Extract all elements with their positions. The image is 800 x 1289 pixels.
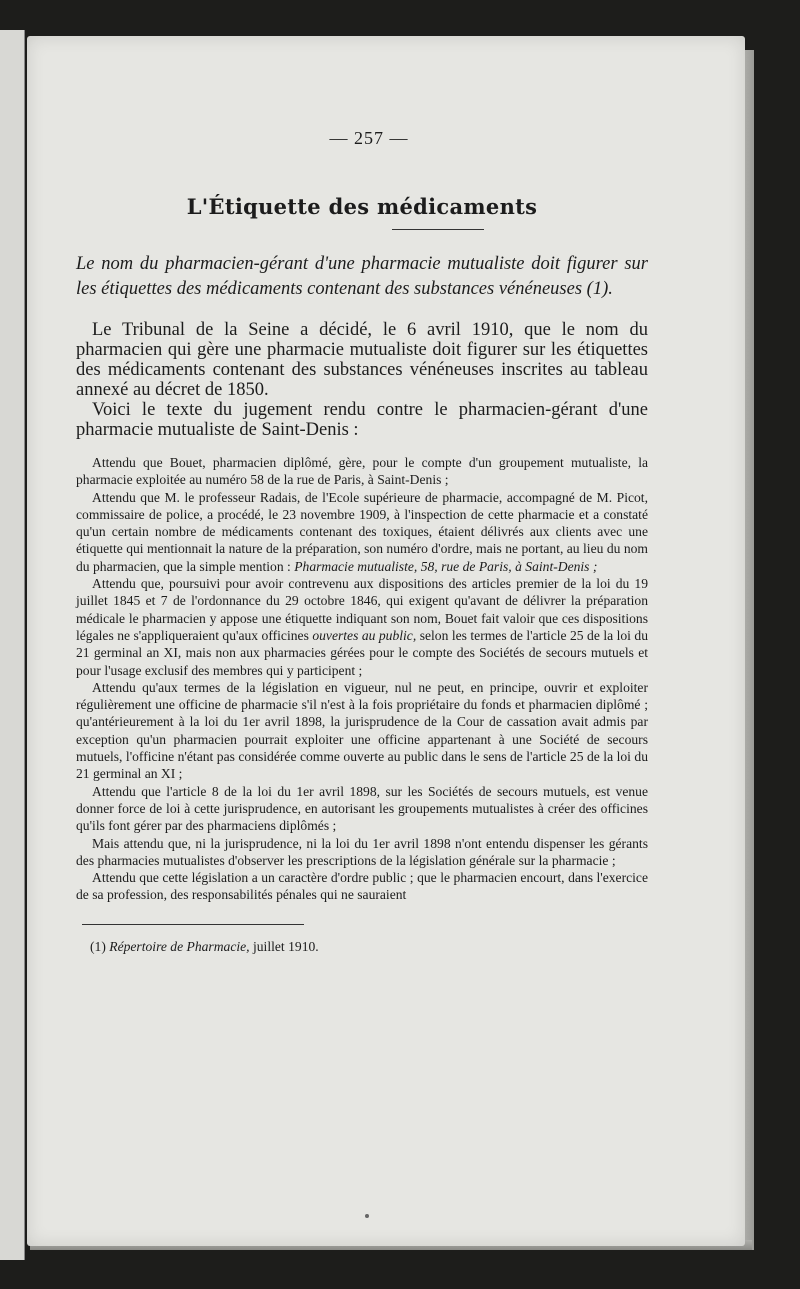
judgment-text bbox=[76, 454, 648, 904]
article-title: L'Étiquette des médicaments bbox=[186, 194, 538, 219]
judgment-italic-span: Pharmacie mutualiste, 58, rue de Paris, à Saint-Denis ; bbox=[294, 558, 598, 574]
footnote-source: Répertoire de Pharmacie, bbox=[109, 938, 250, 954]
judgment-paragraph: Mais attendu que, ni la jurisprudence, ni la loi du 1er avril 1898 n'ont entendu dispenser les gérants des pharmacies mutualistes d'observer les prescriptions de la législation générale sur la pharmacie ; bbox=[76, 835, 648, 868]
paper-speck bbox=[365, 1214, 369, 1218]
footnote bbox=[90, 939, 648, 955]
judgment-text-span: selon les termes de l'article 25 de la loi du 21 germinal an XI, mais non aux pharmacies gérées pour le compte des Sociétés de secours mutuels et pour l'usage exclusif des membres qui y participent ; bbox=[76, 627, 648, 678]
footnote-number: (1) bbox=[90, 938, 106, 954]
judgment-text-span: Attendu que M. le professeur Radais, de l'Ecole supérieure de pharmacie, accompagné de M. Picot, commissaire de police, a procédé, le 23 novembre 1909, à l'inspection de cette pharmacie et a constaté qu'un certain nombre de médicaments contenant des toxiques, étaient délivrés aux clients avec une étiquette qui mentionnait la nature de la préparation, son numéro d'ordre, mais ne portant, au lieu du nom du pharmacien, que la simple mention : bbox=[76, 489, 648, 574]
judgment-italic-span: ouvertes au public, bbox=[312, 627, 417, 643]
judgment-paragraph: Attendu que cette législation a un caractère d'ordre public ; que le pharmacien encourt, dans l'exercice de sa profession, des responsabilités pénales qui ne sauraient bbox=[76, 870, 648, 903]
footnote-date: juillet 1910. bbox=[252, 938, 319, 954]
judgment-text-span: Attendu que, poursuivi pour avoir contrevenu aux dispositions des articles premier de la loi du 19 juillet 1845 et 7 de l'ordonnance du 29 octobre 1846, qui exigent qu'avant de délivrer la préparation médicale le pharmacien y appose une étiquette indiquant son nom, Bouet fait valoir que ces dispositions légales ne s'appliqueraient qu'aux officines bbox=[76, 576, 648, 643]
judgment-paragraph: Attendu que Bouet, pharmacien diplômé, gère, pour le compte d'un groupement mutualiste, la pharmacie exploitée au numéro 58 de la rue de Paris, à Saint-Denis ; bbox=[76, 455, 648, 488]
judgment-paragraph: Attendu que l'article 8 de la loi du 1er avril 1898, sur les Sociétés de secours mutuels, est venue donner force de loi à cette jurisprudence, en autorisant les groupements mutualistes à créer des officines qu'ils font gérer par des pharmaciens diplômés ; bbox=[76, 783, 648, 834]
judgment-paragraph: Attendu qu'aux termes de la législation en vigueur, nul ne peut, en principe, ouvrir et exploiter régulièrement une officine de pharmacie s'il n'est à la fois propriétaire du fonds et pharmacien diplômé ; qu'antérieurement à la loi du 1er avril 1898, la jurisprudence de la Cour de cassation avait admis par exception qu'un pharmacien pourrait exploiter une officine appartenant à une Société de secours mutuels, l'officine n'étant pas considérée comme ouverte au public dans le sens de l'article 25 de la loi du 21 germinal an XI ; bbox=[76, 679, 648, 782]
judgment-paragraph bbox=[76, 575, 648, 679]
intro-summary: Le nom du pharmacien-gérant d'une pharmacie mutualiste doit figurer sur les étiquettes des médicaments contenant des substances vénéneuses (1). bbox=[76, 254, 648, 299]
lead-paragraph: Voici le texte du jugement rendu contre le pharmacien-gérant d'une pharmacie mutualiste de Saint-Denis : bbox=[76, 400, 648, 440]
footnote-rule bbox=[82, 924, 304, 925]
lead-paragraph: Le Tribunal de la Seine a décidé, le 6 avril 1910, que le nom du pharmacien qui gère une pharmacie mutualiste doit figurer sur les étiquettes des médicaments contenant des substances vénéneuses inscrites au tableau annexé au décret de 1850. bbox=[76, 320, 648, 400]
title-rule bbox=[392, 229, 484, 230]
adjacent-page-edge bbox=[0, 30, 25, 1260]
page-number: — 257 — bbox=[329, 128, 409, 148]
page-content bbox=[76, 128, 648, 955]
judgment-paragraph bbox=[76, 489, 648, 575]
